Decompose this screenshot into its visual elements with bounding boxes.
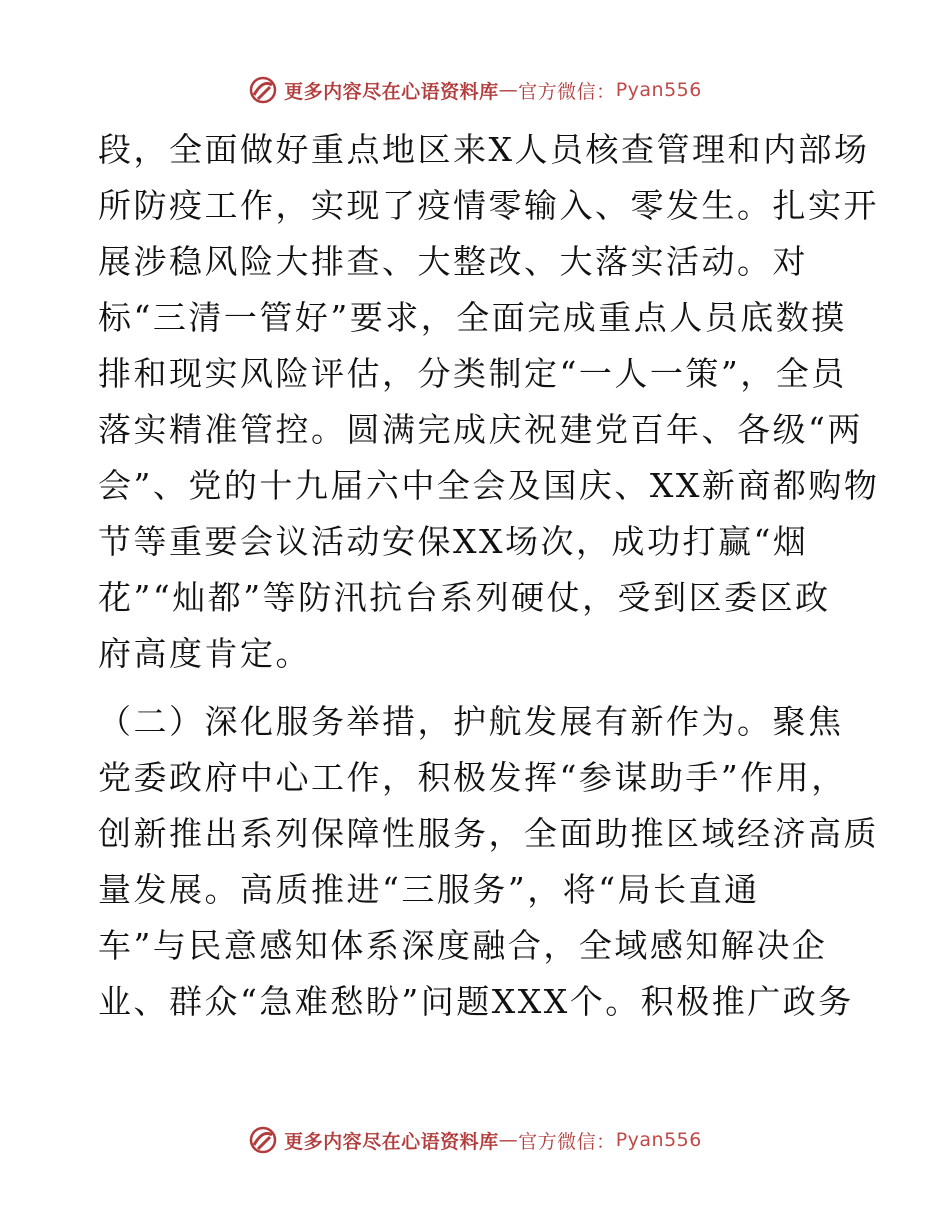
text-line: 落实精准管控。圆满完成庆祝建党百年、各级“两 [98,410,863,449]
watermark-official: 官方微信： [518,80,616,103]
text-line: 节等重要会议活动安保XX场次，成功打赢“烟 [98,522,809,561]
text-line: 所防疫工作，实现了疫情零输入、零发生。扎实开 [98,186,879,225]
document-body [98,122,880,1030]
section-heading-line: （二）深化服务举措，护航发展有新作为。聚焦 [98,702,844,741]
text-line: 府高度肯定。 [98,634,311,673]
paragraph-1 [98,122,880,682]
brand-logo-icon [248,1125,278,1155]
header-watermark [0,70,950,110]
watermark-dash: — [498,1129,519,1151]
text-line: 排和现实风险评估，分类制定“一人一策”，全员 [98,354,847,393]
text-line: 标“三清一管好”要求，全面完成重点人员底数摸 [98,298,847,337]
watermark-brand: 更多内容尽在心语资料库 [284,80,499,103]
text-line: 业、群众“急难愁盼”问题XXX个。积极推广政务 [98,982,854,1021]
watermark-id: Pyan556 [615,79,702,101]
paragraph-2 [98,694,879,1030]
brand-logo-icon [248,75,278,105]
watermark-id: Pyan556 [615,1129,702,1151]
paragraph-gap [98,682,858,694]
text-line: 花”“灿都”等防汛抗台系列硬仗，受到区委区政 [98,578,831,617]
text-line: 创新推出系列保障性服务，全面助推区域经济高质 [98,814,879,853]
watermark-brand: 更多内容尽在心语资料库 [284,1130,499,1153]
text-line: 展涉稳风险大排查、大整改、大落实活动。对 [98,242,808,281]
text-line: 量发展。高质推进“三服务”，将“局长直通 [98,870,760,909]
text-line: 车”与民意感知体系深度融合，全域感知解决企 [98,926,828,965]
text-line: 党委政府中心工作，积极发挥“参谋助手”作用， [98,758,847,797]
watermark-official: 官方微信： [518,1130,616,1153]
watermark-dash: — [498,79,519,101]
text-line: 会”、党的十九届六中全会及国庆、XX新商都购物 [98,466,880,505]
text-line: 段，全面做好重点地区来X人员核查管理和内部场 [98,130,870,169]
footer-watermark [0,1120,950,1160]
